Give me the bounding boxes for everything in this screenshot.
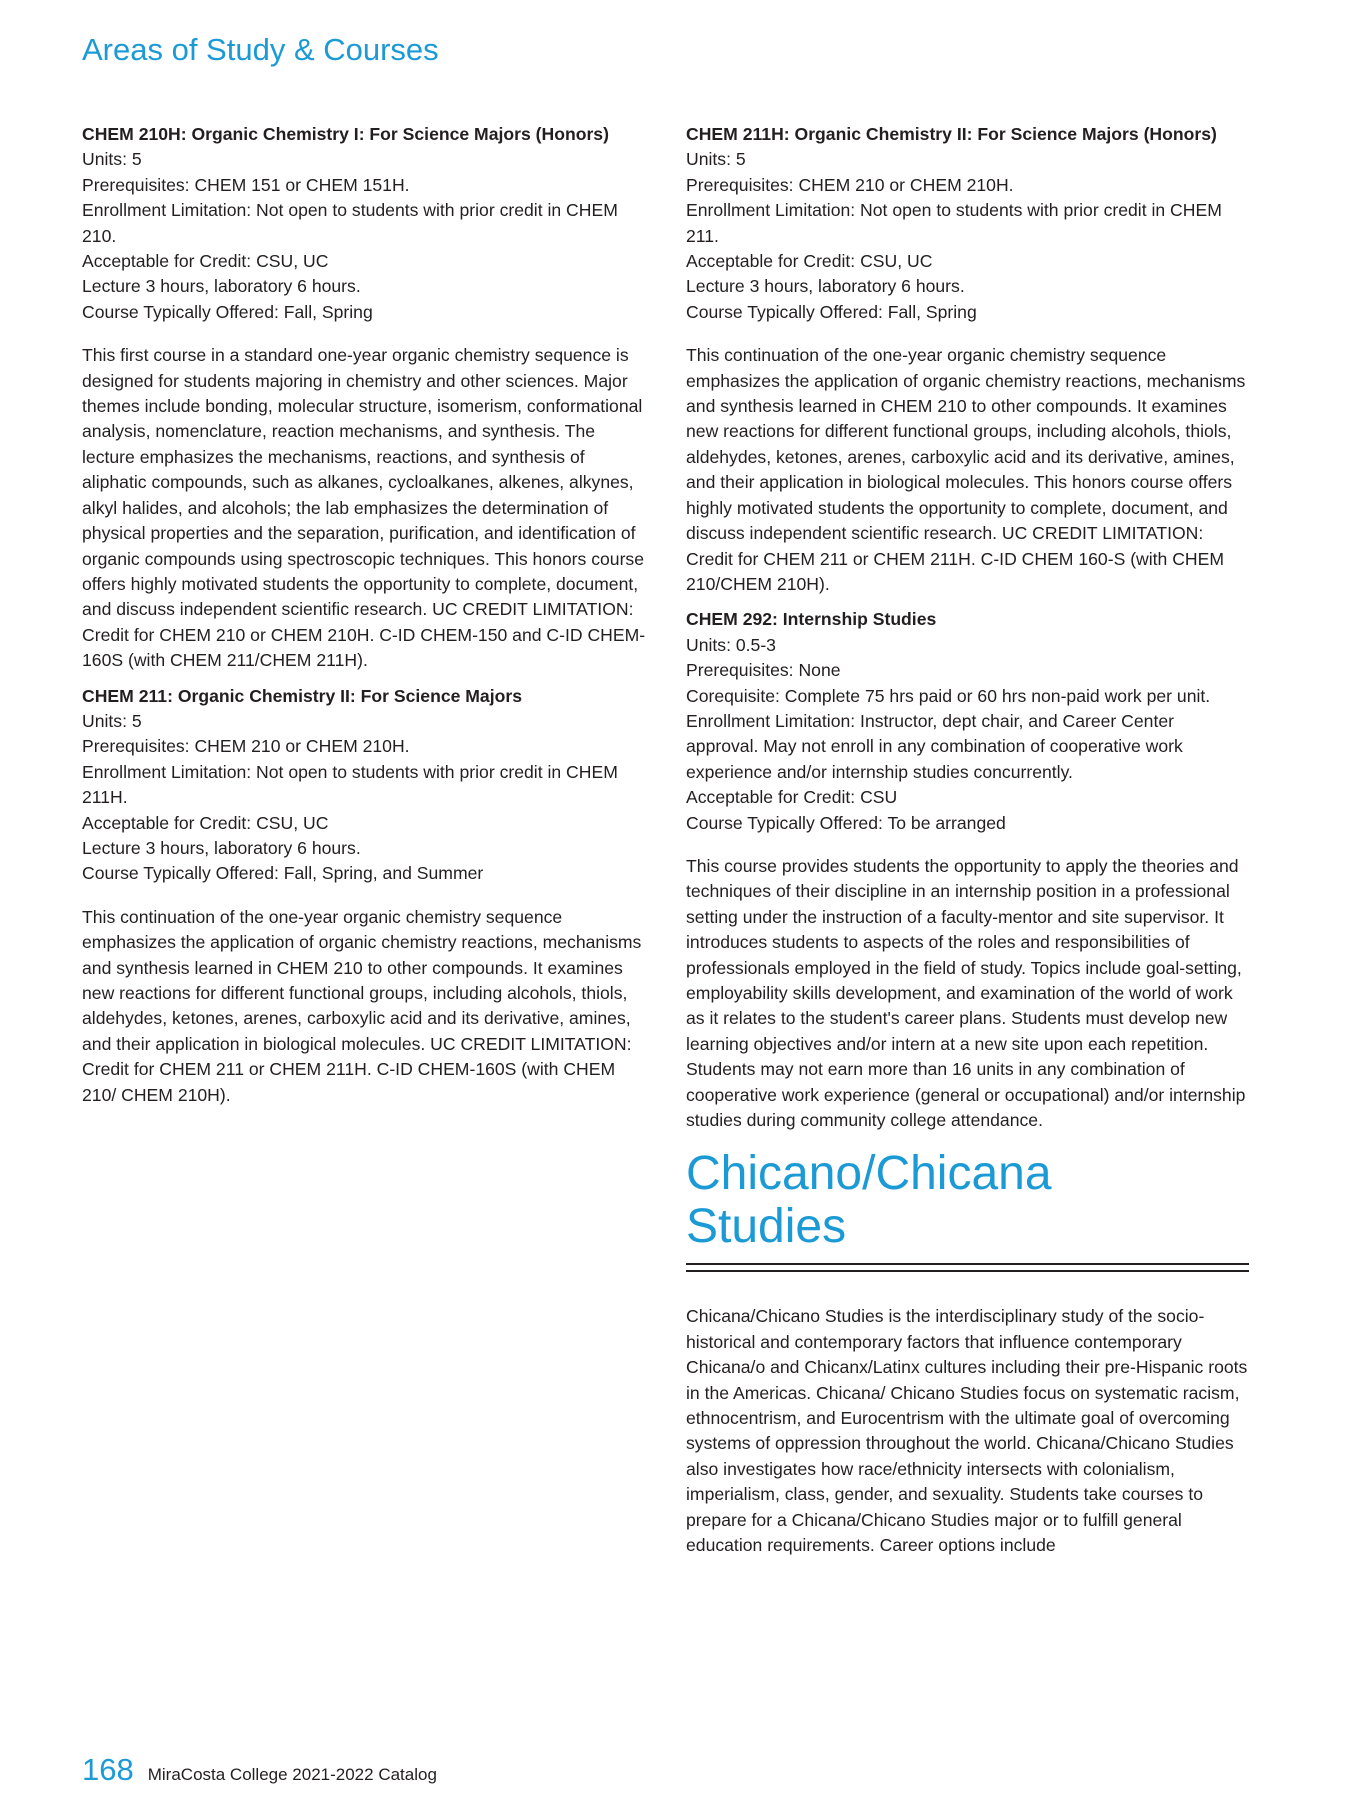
left-column bbox=[82, 122, 647, 1118]
course-description: This course provides students the opportunity to apply the theories and techniques of their discipline in an internship position in a professional setting under the instruction of a faculty-mentor and site supervisor. It introduces students to aspects of the roles and responsibilities of professionals employed in the field of study. Topics include goal-setting, employability skills development, and examination of the world of work as it relates to the student's career plans. Students must develop new learning objectives and/or intern at a new site upon each repetition. Students may not earn more than 16 units in any combination of cooperative work experience (general or occupational) and/or internship studies during community college attendance. bbox=[686, 855, 1246, 1131]
section-intro-text: Chicana/Chicano Studies is the interdisciplinary study of the socio-historical and contemporary factors that influence contemporary Chicana/o and Chicanx/Latinx cultures including their pre-Hispanic roots in the Americas. Chicana/ Chicano Studies focus on systematic racism, ethnocentrism, and Eurocentrism with the ultimate goal of overcoming systems of oppression throughout the world. Chicana/Chicano Studies also investigates how race/ethnicity intersects with colonialism, imperialism, class, gender, and sexuality. Students take courses to prepare for a Chicana/Chicano Studies major or to fulfill general education requirements. Career options include bbox=[686, 1306, 1248, 1556]
course-entry bbox=[686, 122, 1251, 597]
course-entry bbox=[686, 607, 1251, 1133]
page-number: 168 bbox=[82, 1752, 134, 1787]
course-offered: Course Typically Offered: To be arranged bbox=[686, 812, 1006, 833]
course-enrollment-limitation: Enrollment Limitation: Not open to students with prior credit in CHEM 211. bbox=[686, 200, 1222, 246]
course-prerequisites: Prerequisites: CHEM 151 or CHEM 151H. bbox=[82, 174, 410, 195]
course-acceptable-credit: Acceptable for Credit: CSU, UC bbox=[686, 251, 933, 272]
course-acceptable-credit: Acceptable for Credit: CSU bbox=[686, 787, 898, 808]
section-heading bbox=[686, 1147, 1251, 1253]
course-offered: Course Typically Offered: Fall, Spring bbox=[686, 301, 977, 322]
course-enrollment-limitation: Enrollment Limitation: Not open to students with prior credit in CHEM 210. bbox=[82, 200, 618, 246]
course-hours: Lecture 3 hours, laboratory 6 hours. bbox=[82, 276, 361, 297]
course-title: CHEM 210H: Organic Chemistry I: For Science Majors (Honors) bbox=[82, 124, 609, 144]
page-footer bbox=[82, 1752, 437, 1788]
course-hours: Lecture 3 hours, laboratory 6 hours. bbox=[82, 837, 361, 858]
course-units: Units: 5 bbox=[82, 710, 142, 731]
course-offered: Course Typically Offered: Fall, Spring, and Summer bbox=[82, 863, 484, 884]
course-prerequisites: Prerequisites: CHEM 210 or CHEM 210H. bbox=[82, 736, 410, 757]
course-enrollment-limitation: Enrollment Limitation: Not open to students with prior credit in CHEM 211H. bbox=[82, 761, 618, 808]
course-entry bbox=[82, 122, 647, 674]
course-description: This continuation of the one-year organic chemistry sequence emphasizes the application of organic chemistry reactions, mechanisms and synthesis learned in CHEM 210 to other compounds. It examines new reactions for different functional groups, including alcohols, thiols, aldehydes, ketones, arenes, carboxylic acid and its derivative, amines, and their application in biological molecules. This honors course offers highly motivated students the opportunity to complete, document, and discuss independent scientific research. UC CREDIT LIMITATION: Credit for CHEM 211 or CHEM 211H. C-ID CHEM 160-S (with CHEM 210/CHEM 210H). bbox=[686, 345, 1246, 594]
section-heading-line: Studies bbox=[686, 1200, 847, 1254]
course-hours: Lecture 3 hours, laboratory 6 hours. bbox=[686, 276, 965, 297]
course-enrollment-limitation: Enrollment Limitation: Instructor, dept chair, and Career Center approval. May not enroll in any combination of cooperative work experience and/or internship studies concurrently. bbox=[686, 710, 1183, 782]
right-column bbox=[686, 122, 1251, 1576]
course-corequisite: Corequisite: Complete 75 hrs paid or 60 hrs non-paid work per unit. bbox=[686, 685, 1211, 706]
course-units: Units: 5 bbox=[686, 149, 746, 170]
course-title: CHEM 211H: Organic Chemistry II: For Science Majors (Honors) bbox=[686, 124, 1217, 144]
course-acceptable-credit: Acceptable for Credit: CSU, UC bbox=[82, 812, 329, 833]
catalog-name: MiraCosta College 2021-2022 Catalog bbox=[147, 1765, 437, 1784]
course-offered: Course Typically Offered: Fall, Spring bbox=[82, 301, 373, 322]
section-heading-line: Chicano/Chicana bbox=[686, 1147, 1052, 1201]
course-units: Units: 0.5-3 bbox=[686, 634, 776, 655]
course-entry bbox=[82, 684, 647, 1109]
course-acceptable-credit: Acceptable for Credit: CSU, UC bbox=[82, 251, 329, 272]
running-head-title: Areas of Study & Courses bbox=[82, 32, 439, 67]
course-prerequisites: Prerequisites: CHEM 210 or CHEM 210H. bbox=[686, 174, 1014, 195]
course-description: This first course in a standard one-year organic chemistry sequence is designed for students majoring in chemistry and other sciences. Major themes include bonding, molecular structure, isomerism, conformational analysis, nomenclature, reaction mechanisms, and synthesis. The lecture emphasizes the mechanisms, reactions, and synthesis of aliphatic compounds, such as alkanes, cycloalkanes, alkenes, alkynes, alkyl halides, and alcohols; the lab emphasizes the determination of physical properties and the separation, purification, and identification of organic compounds using spectroscopic techniques. This honors course offers highly motivated students the opportunity to complete, document, and discuss independent scientific research. UC CREDIT LIMITATION: Credit for CHEM 210 or CHEM 210H. C-ID CHEM-150 and C-ID CHEM-160S (with CHEM 211/CHEM 211H). bbox=[82, 345, 646, 671]
course-prerequisites: Prerequisites: None bbox=[686, 660, 841, 681]
section-divider bbox=[686, 1263, 1249, 1272]
course-description: This continuation of the one-year organic chemistry sequence emphasizes the application of organic chemistry reactions, mechanisms and synthesis learned in CHEM 210 to other compounds. It examines new reactions for different functional groups, including alcohols, thiols, aldehydes, ketones, arenes, carboxylic acid and its derivative, amines, and their application in biological molecules. UC CREDIT LIMITATION: Credit for CHEM 211 or CHEM 211H. C-ID CHEM-160S (with CHEM 210/ CHEM 210H). bbox=[82, 906, 642, 1105]
course-units: Units: 5 bbox=[82, 149, 142, 170]
course-title: CHEM 292: Internship Studies bbox=[686, 609, 937, 630]
course-title: CHEM 211: Organic Chemistry II: For Science Majors bbox=[82, 685, 522, 706]
